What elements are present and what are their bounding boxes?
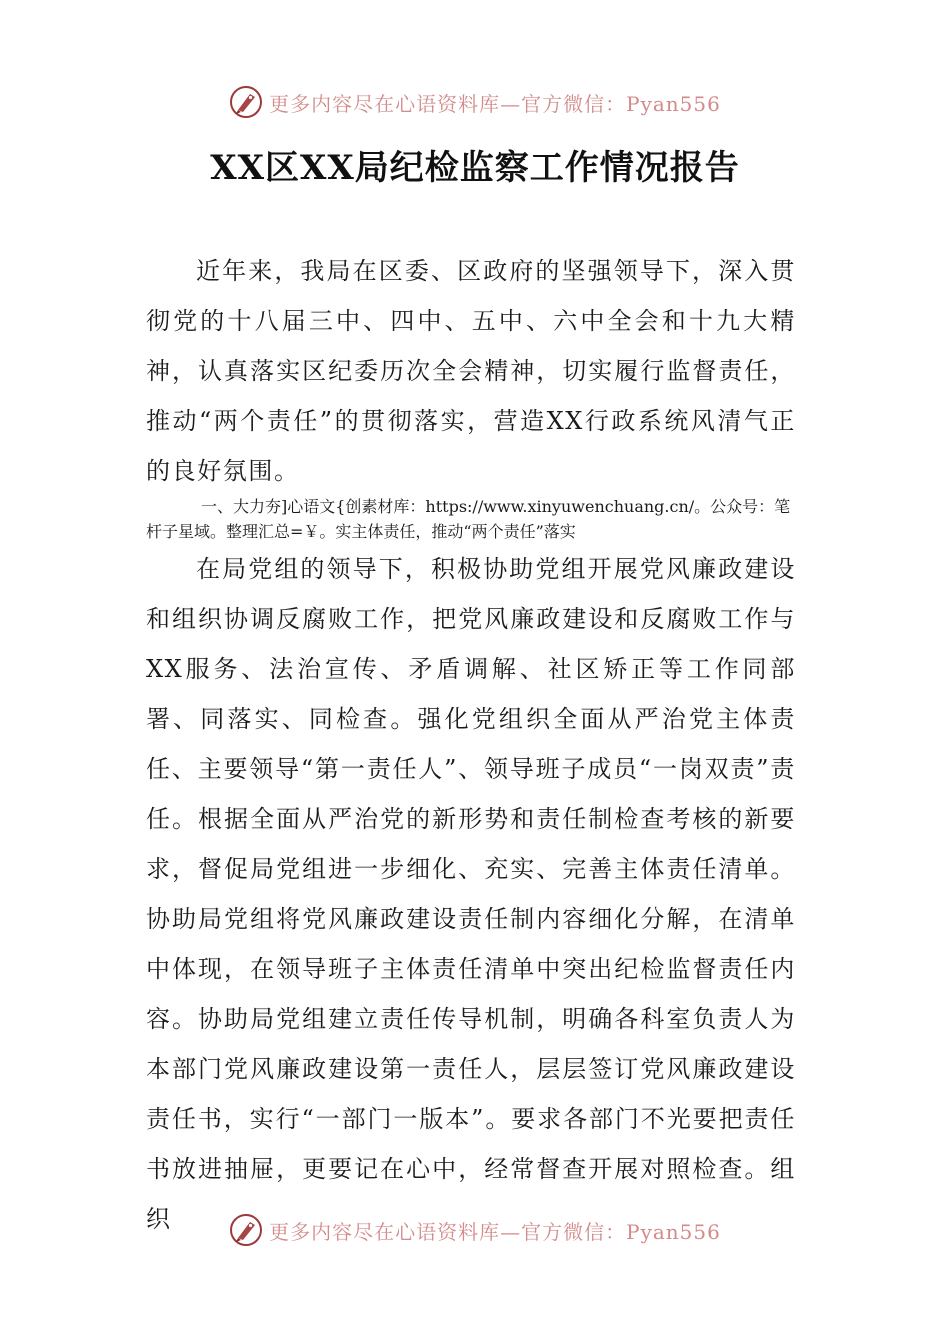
pen-nib-logo-icon xyxy=(229,85,263,119)
body-paragraph: 在局党组的领导下，积极协助党组开展党风廉政建设和组织协调反腐败工作，把党风廉政建设和反腐败工作与XX服务、法治宣传、矛盾调解、社区矫正等工作同部署、同落实、同检查。强化党组织全面从严治党主体责任、主要领导“第一责任人”、领导班子成员“一岗双责”责任。根据全面从严治党的新形势和责任制检查考核的新要求，督促局党组进一步细化、充实、完善主体责任清单。协助局党组将党风廉政建设责任制内容细化分解，在清单中体现，在领导班子主体责任清单中突出纪检监督责任内容。协助局党组建立责任传导机制，明确各科室负责人为本部门党风廉政建设第一责任人，层层签订党风廉政建设责任书，实行“一部门一版本”。要求各部门不光要把责任书放进抽屉，更要记在心中，经常督查开展对照检查。组织 xyxy=(146,555,796,1233)
watermark-text: 更多内容尽在心语资料库—官方微信：Pyan556 xyxy=(269,91,721,116)
bottom-watermark-banner xyxy=(0,1210,950,1250)
top-watermark-banner xyxy=(0,82,950,122)
section-heading-note: 一、大力夯]心语文{创素材库：https://www.xinyuwenchuang.cn/。公众号：笔杆子星域。整理汇总=￥。实主体责任，推动“两个责任”落实 xyxy=(146,497,791,541)
watermark-text: 更多内容尽在心语资料库—官方微信：Pyan556 xyxy=(269,1219,721,1244)
document-title: XX区XX局纪检监察工作情况报告 xyxy=(210,148,740,188)
pen-nib-logo-icon xyxy=(229,1213,263,1247)
intro-paragraph: 近年来，我局在区委、区政府的坚强领导下，深入贯彻党的十八届三中、四中、五中、六中全会和十九大精神，认真落实区纪委历次全会精神，切实履行监督责任，推动“两个责任”的贯彻落实，营造XX行政系统风清气正的良好氛围。 xyxy=(146,257,796,485)
